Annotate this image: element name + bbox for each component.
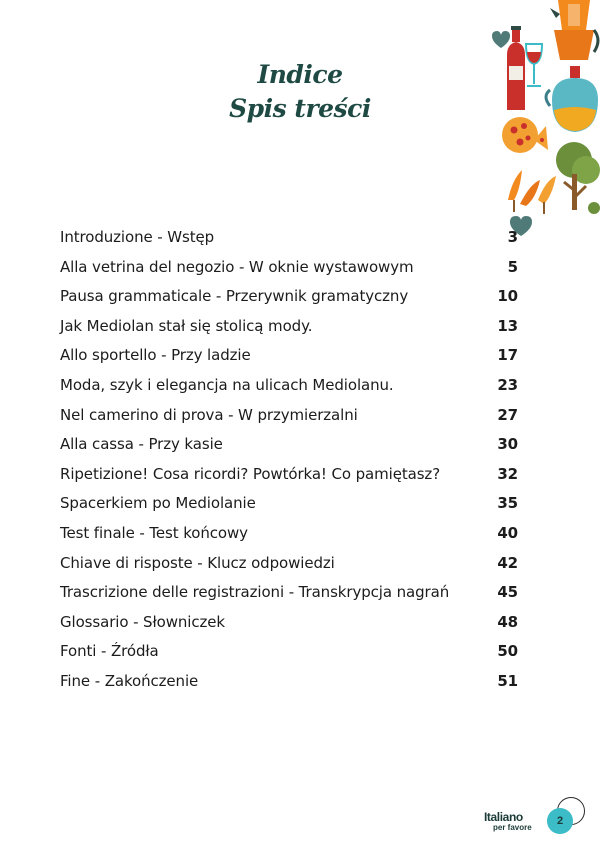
toc-entry-title: Glossario - Słowniczek [60, 612, 225, 631]
toc-entry-title: Introduzione - Wstęp [60, 228, 215, 246]
title-italian: Indice [257, 60, 343, 89]
toc-entry-title: Test finale - Test końcowy [60, 523, 248, 542]
toc-entry[interactable] [60, 376, 518, 406]
toc-entry[interactable] [60, 613, 518, 643]
moka-pot-icon [550, 0, 598, 60]
toc-entry-page: 23 [497, 375, 518, 394]
toc-entry-title: Ripetizione! Cosa ricordi? Powtórka! Co pamiętasz? [60, 464, 441, 483]
toc-entry-title: Spacerkiem po Mediolanie [60, 494, 256, 513]
page-number-badge: 2 [547, 808, 573, 834]
toc-entry-page: 3 [507, 228, 518, 246]
toc-entry[interactable] [60, 524, 518, 554]
toc-entry[interactable] [60, 494, 518, 524]
brand-main: Italiano [484, 810, 523, 824]
plant-icon [508, 170, 556, 214]
toc-entry-page: 40 [497, 523, 518, 542]
toc-entry[interactable] [60, 317, 518, 347]
toc-entry-page: 45 [497, 583, 518, 602]
toc-entry[interactable] [60, 554, 518, 584]
toc-entry-page: 35 [497, 494, 518, 513]
toc-entry[interactable] [60, 672, 518, 702]
toc-entry-page: 42 [497, 553, 518, 572]
toc-entry-title: Alla vetrina del negozio - W oknie wystawowym [60, 257, 414, 276]
toc-entry-title: Pausa grammaticale - Przerywnik gramatyczny [60, 287, 409, 306]
toc-entry[interactable] [60, 435, 518, 465]
toc-entry-title: Moda, szyk i elegancja na ulicach Mediolanu. [60, 375, 394, 394]
toc-entry-title: Trascrizione delle registrazioni - Transkrypcja nagrań [60, 583, 450, 602]
toc-entry-title: Nel camerino di prova - W przymierzalni [60, 405, 358, 424]
toc-entry[interactable] [60, 583, 518, 613]
brand-logo [484, 797, 588, 841]
toc-entry-title: Chiave di risposte - Klucz odpowiedzi [60, 553, 335, 572]
wine-bottle-icon [507, 26, 525, 110]
toc-entry-page: 10 [497, 287, 518, 306]
toc-entry-page: 51 [497, 671, 518, 690]
heart-icon [492, 31, 510, 48]
toc-entry[interactable] [60, 258, 518, 288]
toc-entry-title: Fonti - Źródła [60, 642, 159, 661]
brand-sub: per favore [493, 823, 532, 832]
italian-food-illustration [490, 0, 600, 240]
toc-entry[interactable] [60, 228, 518, 258]
toc-entry-page: 5 [507, 257, 518, 276]
toc-entry-page: 13 [497, 316, 518, 335]
toc-entry-page: 30 [497, 435, 518, 454]
tree-icon [556, 142, 600, 214]
toc-entry[interactable] [60, 642, 518, 672]
pizza-icon [502, 117, 548, 153]
wine-glass-icon [526, 44, 542, 86]
toc-entry[interactable] [60, 346, 518, 376]
toc-entry-page: 48 [497, 612, 518, 631]
toc-entry-title: Jak Mediolan stał się stolicą mody. [60, 316, 313, 335]
toc-entry-page: 50 [497, 642, 518, 661]
toc-entry-page: 32 [497, 464, 518, 483]
toc-entry-title: Alla cassa - Przy kasie [60, 435, 223, 454]
toc-entry-title: Fine - Zakończenie [60, 671, 199, 690]
toc-entry[interactable] [60, 287, 518, 317]
oil-jar-icon [546, 66, 598, 132]
toc-entry-page: 27 [497, 405, 518, 424]
toc-entry[interactable] [60, 406, 518, 436]
toc-entry-title: Allo sportello - Przy ladzie [60, 346, 251, 365]
title-polish: Spis treści [229, 94, 371, 123]
brand-wordmark [484, 811, 532, 832]
toc-entry-page: 17 [497, 346, 518, 365]
toc-entry[interactable] [60, 465, 518, 495]
table-of-contents [60, 228, 518, 702]
